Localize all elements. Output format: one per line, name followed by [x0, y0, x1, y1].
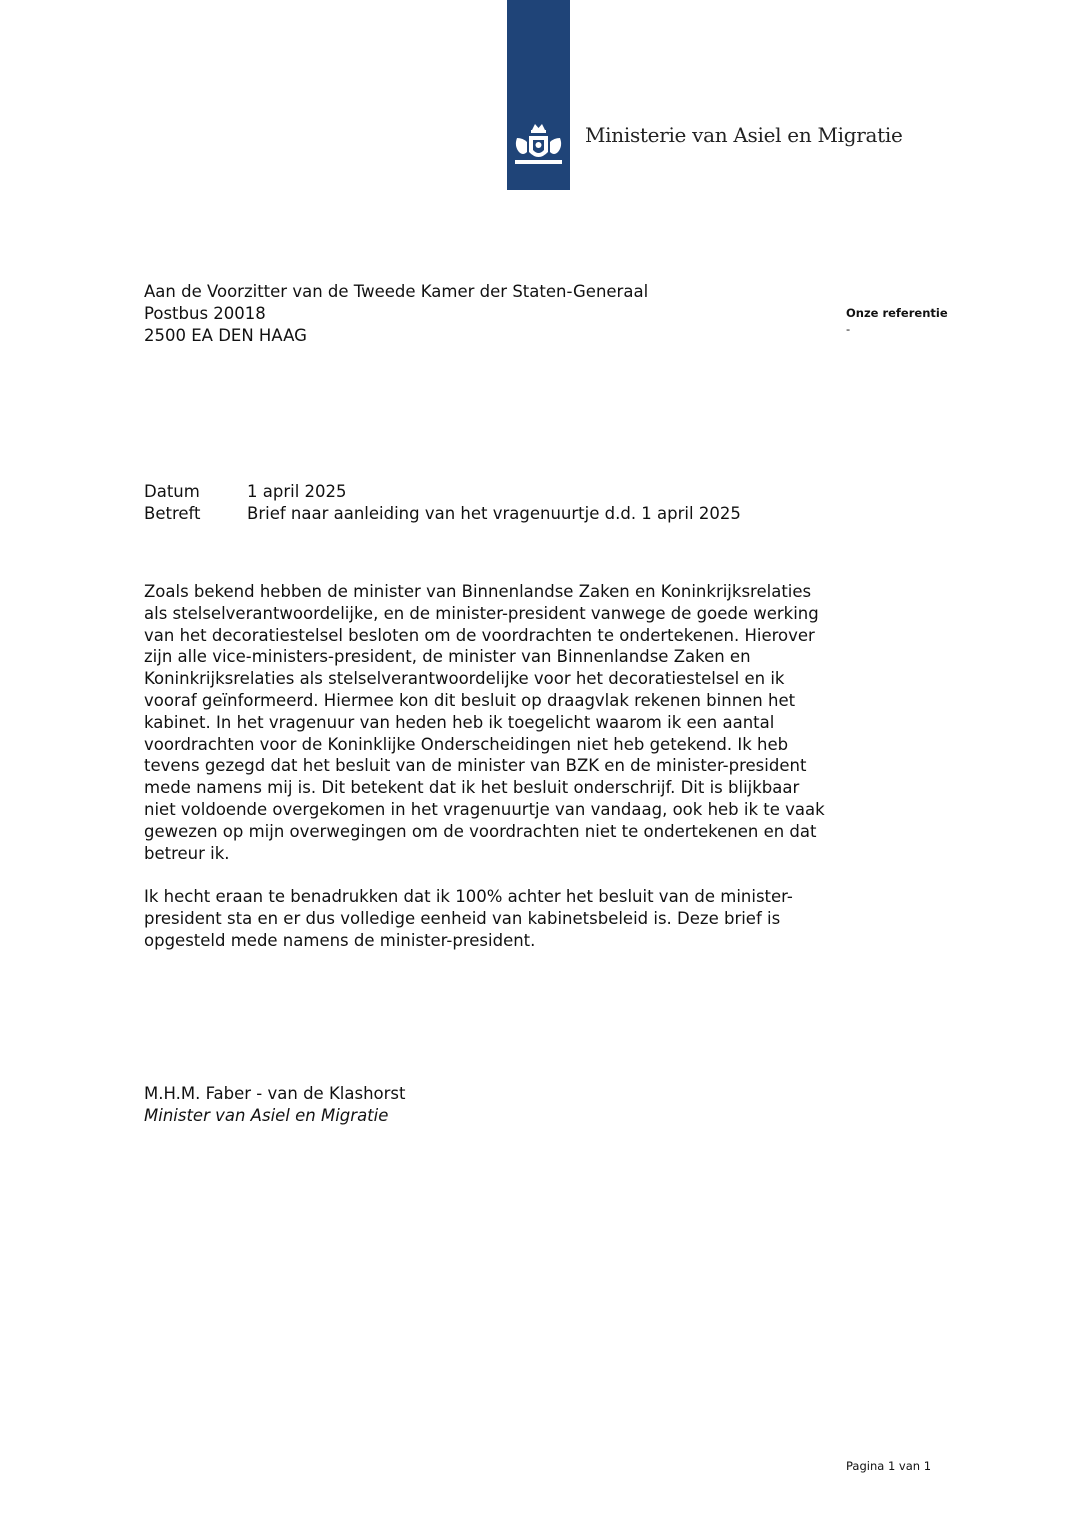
address-line-recipient: Aan de Voorzitter van de Tweede Kamer der Staten-Generaal — [144, 282, 649, 301]
letter-body — [144, 581, 834, 973]
subject-row — [144, 503, 741, 525]
reference-label: Onze referentie — [846, 306, 948, 320]
page-number: Pagina 1 van 1 — [846, 1459, 932, 1473]
reference-value: - — [846, 322, 851, 336]
body-paragraph-1: Zoals bekend hebben de minister van Binnenlandse Zaken en Koninkrijksrelaties als stelselverantwoordelijke, en de minister-president vanwege de goede werking van het decoratiestelsel besloten om de voordrachten te ondertekenen. Hierover zijn alle vice-ministers-president, de minister van Binnenlandse Zaken en Koninkrijksrelaties als stelselverantwoordelijke voor het decoratiestelsel en ik vooraf geïnformeerd. Hiermee kon dit besluit op draagvlak rekenen binnen het kabinet. In het vragenuur van heden heb ik toegelicht waarom ik een aantal voordrachten voor de Koninklijke Onderscheidingen niet heb getekend. Ik heb tevens gezegd dat het besluit van de minister van BZK en de minister-president mede namens mij is. Dit betekent dat ik het besluit onderschrijf. Dit is blijkbaar niet voldoende overgekomen in het vragenuurtje van vandaag, ook heb ik te vaak gewezen op mijn overwegingen om de voordrachten niet te ondertekenen en dat betreur ik. — [144, 582, 825, 863]
date-row — [144, 481, 741, 503]
subject-label: Betreft — [144, 504, 201, 523]
reference-sidebar — [846, 306, 948, 336]
signature-title: Minister van Asiel en Migratie — [144, 1106, 389, 1125]
body-paragraph-2: Ik hecht eraan te benadrukken dat ik 100% achter het besluit van de minister-president sta en er dus volledige eenheid van kabinetsbeleid is. Deze brief is opgesteld mede namens de minister-president. — [144, 887, 793, 950]
logo-bar — [507, 0, 570, 190]
letter-meta — [144, 481, 741, 525]
address-line-city: 2500 EA DEN HAAG — [144, 326, 307, 345]
ministry-name: Ministerie van Asiel en Migratie — [585, 123, 903, 147]
subject-value: Brief naar aanleiding van het vragenuurtje d.d. 1 april 2025 — [247, 504, 741, 523]
date-value: 1 april 2025 — [247, 482, 347, 501]
address-line-postbus: Postbus 20018 — [144, 304, 266, 323]
signature-name: M.H.M. Faber - van de Klashorst — [144, 1084, 406, 1103]
signature-block — [144, 1083, 405, 1127]
coat-of-arms-icon — [511, 120, 566, 176]
date-label: Datum — [144, 482, 200, 501]
recipient-address — [144, 281, 648, 347]
